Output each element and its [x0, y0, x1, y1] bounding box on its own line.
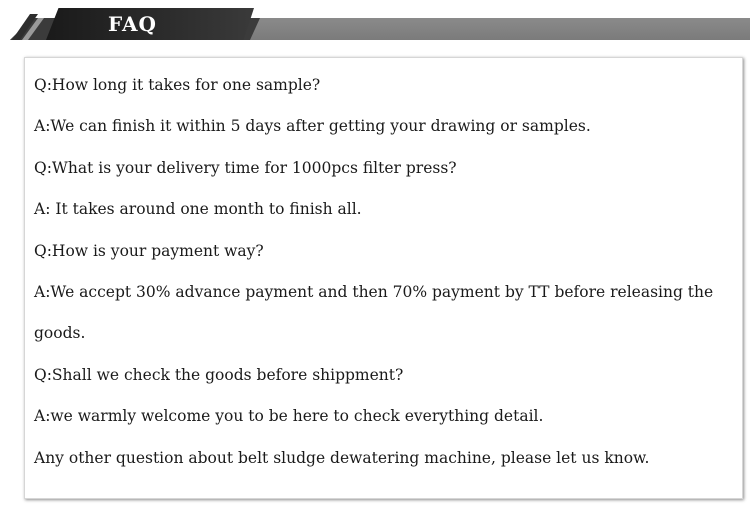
- faq-answer-continued: goods.: [34, 324, 86, 343]
- faq-answer: A: It takes around one month to finish all.: [34, 200, 362, 219]
- faq-question: Q:How long it takes for one sample?: [34, 76, 321, 94]
- faq-answer: A:we warmly welcome you to be here to check everything detail.: [34, 407, 544, 426]
- faq-question: Q:What is your delivery time for 1000pcs filter press?: [34, 158, 457, 177]
- faq-answer: A:We accept 30% advance payment and then 70% payment by TT before releasing the: [34, 282, 714, 301]
- faq-question: Q:Shall we check the goods before shippment?: [34, 365, 404, 384]
- faq-answer: A:We can finish it within 5 days after getting your drawing or samples.: [34, 117, 591, 136]
- faq-closing-note: Any other question about belt sludge dewatering machine, please let us know.: [34, 448, 650, 467]
- faq-list: [34, 72, 734, 486]
- faq-question: Q:How is your payment way?: [34, 241, 264, 260]
- page-title: FAQ: [108, 12, 157, 36]
- header-corner-decoration: [8, 12, 48, 46]
